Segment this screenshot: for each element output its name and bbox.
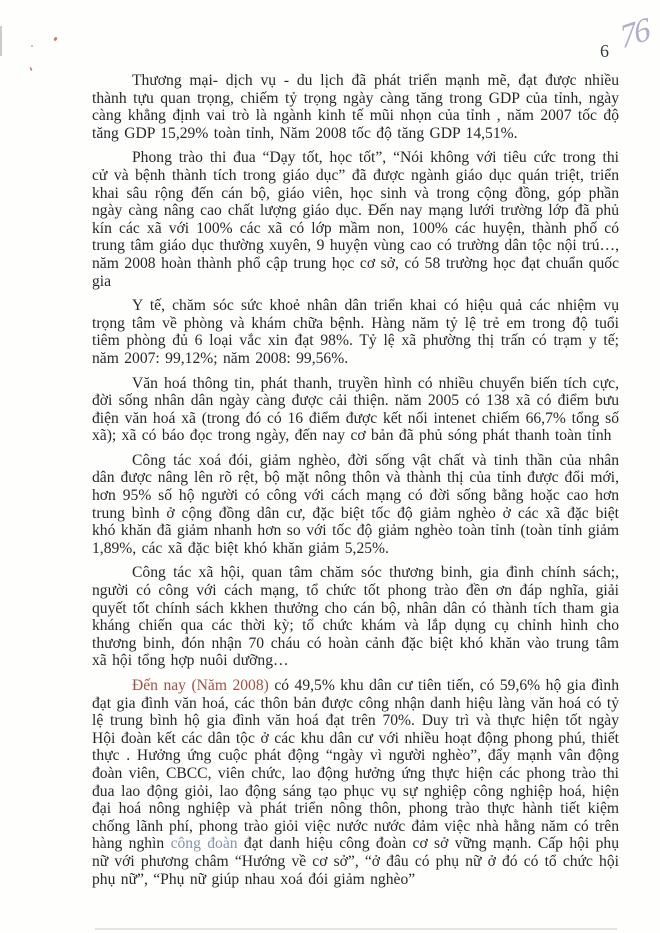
scan-edge-mark — [0, 26, 2, 56]
paragraph-3 — [92, 297, 619, 367]
highlighted-text-run: công đoàn — [170, 835, 238, 853]
handwritten-page-number: 76 — [617, 11, 652, 57]
paragraph-4 — [92, 375, 619, 445]
text-run: Phong trào thi đua “Dạy tốt, học tốt”, “Nói không với tiêu cức trong thi cử và bệnh thành tích trong giáo dục” đã được ngành giáo dục quán triệt, triển khai sâu rộng đến cán bộ, giáo viên, học sinh và trong cộng đồng, góp phần ngày càng nâng cao chất lượng giáo dục. Đến nay mạng lưới trường lớp đã phủ kín các xã với 100% các xã có lớp mầm non, 100% các huyện, thành phố có trung tâm giáo dục thường xuyên, 9 huyện vùng cao có trường dân tộc nội trú…, năm 2008 hoàn thành phổ cập trung học cơ sở, có 58 trường học đạt chuẩn quốc gia — [92, 149, 619, 290]
scan-edge-mark — [95, 928, 617, 930]
printed-page-number: 6 — [600, 41, 609, 61]
text-run: Y tế, chăm sóc sức khoẻ nhân dân triển khai có hiệu quả các nhiệm vụ trọng tâm về phòng và khám chữa bệnh. Hàng năm tỷ lệ trẻ em trong độ tuổi tiêm phòng đủ 6 loại vắc xin đạt 98%. Tỷ lệ xã phường thị trấn có trạm y tế; năm 2007: 99,12%; năm 2008: 99,56%. — [92, 297, 619, 367]
text-run: Công tác xoá đói, giảm nghèo, đời sống vật chất và tinh thần của nhân dân được nâng lên rõ rệt, bộ mặt nông thôn và thành thị của tỉnh được đổi mới, hơn 95% số hộ người có công với cách mạng có đời sống bằng hoặc cao hơn trung bình ở cộng đồng dân cư, đặc biệt tốc độ giảm nghèo ở các xã đặc biệt khó khăn đã giảm nhanh hơn so với tốc độ giảm nghèo toàn tỉnh (toàn tỉnh giảm 1,89%, các xã đặc biệt khó khăn giảm 5,25%. — [92, 451, 619, 557]
text-run: Văn hoá thông tin, phát thanh, truyền hình có nhiều chuyển biến tích cực, đời sống nhân dân ngày càng được cải thiện. năm 2005 có 138 xã có điểm bưu điện văn hoá xã (trong đó có 16 điểm được kết nối intenet chiếm 66,7% tổng số xã); xã có báo đọc trong ngày, đến nay cơ bản đã phủ sóng phát thanh toàn tỉnh — [92, 374, 619, 445]
paragraph-5 — [92, 452, 619, 558]
paragraph-2 — [92, 149, 619, 290]
paragraph-7 — [92, 677, 619, 888]
text-run: Thương mại- dịch vụ - du lịch đã phát triển mạnh mẽ, đạt được nhiều thành tựu quan trọng, chiếm tỷ trọng ngày càng tăng trong GDP của tỉnh, ngày càng khẳng định vai trò là ngành kinh tế mũi nhọn của tỉnh , năm 2007 tốc độ tăng GDP 15,29% toàn tỉnh, Năm 2008 tốc độ tăng GDP 14,51%. — [92, 72, 619, 142]
scan-speck — [31, 45, 33, 47]
text-run: có 49,5% khu dân cư tiên tiến, có 59,6% hộ gia đình đạt gia đình văn hoá, các thôn bản được công nhận danh hiệu làng văn hoá có tỷ lệ trung bình hộ gia đình văn hoá đạt trên 70%. Duy trì và thực hiện tốt ngày Hội đoàn kết các dân tộc ở các khu dân cư với nhiều hoạt động phong phú, thiết thực . Hưởng ứng cuộc phát động “ngày vì người nghèo”, đẩy mạnh vân động đoàn viên, CBCC, viên chức, lao động hưởng ứng thực hiện các phong trào thi đua lao động giỏi, lao động sáng tạo phục vụ sự nghiệp công nghiệp hoá, hiện đại hoá nông nghiệp và phát triển nông thôn, phong trào thực hành tiết kiệm chống lãnh phí, phong trào giỏi việc nước nước đảm việc nhà hằng năm có trên hàng nghìn — [92, 677, 619, 853]
text-run: Công tác xã hội, quan tâm chăm sóc thương binh, gia đình chính sách;, người có công với cách mạng, tổ chức tốt phong trào đền ơn đáp nghĩa, giải quyết tốt chính sách kkhen thưởng cho cán bộ, nhân dân có thành tích tham gia kháng chiến qua các thời kỳ; tổ chức khám và lắp dụng cụ chỉnh hình cho thương binh, đón nhận 70 cháu có hoàn cảnh đặc biệt khó khăn vào trung tâm xã hội tổng hợp nuôi dưỡng… — [92, 564, 619, 670]
paragraph-1 — [92, 72, 619, 142]
document-body — [92, 72, 619, 895]
highlighted-text-run: Đến nay (Năm 2008) — [132, 677, 275, 694]
scan-speck — [53, 37, 58, 42]
scan-speck — [29, 67, 32, 71]
text-run: đạt danh hiệu công đoàn cơ sở vững mạnh. Cấp hội phụ nữ với phương châm “Hướng về cơ sở”, “ở đâu có phụ nữ ở đó có tổ chức hội phụ nữ”, “Phụ nữ giúp nhau xoá đói giảm nghèo” — [92, 835, 619, 888]
paragraph-6 — [92, 564, 619, 670]
